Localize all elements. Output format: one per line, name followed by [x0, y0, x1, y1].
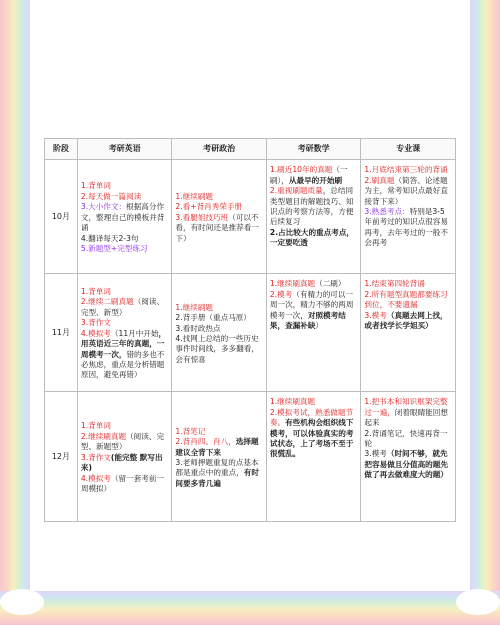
cell-text: ，用英语近三年的真题，一周模考一次，: [80, 328, 167, 359]
cell-text: 3.熟悉考点：: [364, 207, 410, 217]
cell-text: (能完整 默写出来): [80, 452, 163, 473]
major-cell: [361, 392, 456, 522]
cell-text: 有些机构会组织线下模考，可以体验真实的考试状态，上了考场不至于很慌乱。: [269, 418, 354, 459]
english-cell: [77, 392, 172, 522]
math-cell: [266, 274, 361, 392]
cell-text: 1.继续刷题: [175, 191, 214, 201]
cell-text: （有精力的可以一周一次，精力不够的两周模考一次，: [269, 289, 354, 320]
politics-cell: [172, 274, 267, 392]
cell-text: 3.模考: [364, 449, 387, 459]
cell-text: 选择题建议全背下来: [175, 437, 259, 457]
period-cell: 10月: [45, 160, 78, 274]
column-header: 专业课: [361, 139, 456, 160]
cell-text: 1.月底结束第三轮的背诵: [364, 165, 448, 175]
document-page: [30, 0, 470, 591]
column-header: 阶段: [45, 139, 78, 160]
rainbow-frame-right: [470, 0, 500, 625]
cell-text: 2.背手册（重点马原）: [175, 313, 251, 323]
cell-text: （简答、论述题为主，常考知识点最好直接背下来）: [364, 175, 448, 206]
table-header-row: [45, 139, 456, 160]
cell-text: 3.老师押题重复的点基本都是重点中的重点，: [175, 457, 259, 478]
period-cell: 11月: [45, 274, 78, 392]
cell-text: 3.看腿姐技巧班: [175, 212, 229, 222]
cell-text: （阅读、完型、新型）: [80, 297, 165, 317]
math-cell: [266, 160, 361, 274]
cell-text: 从最早的开始刷: [288, 175, 343, 185]
cell-text: 有时间要多背几遍: [175, 468, 259, 488]
column-header: 考研英语: [77, 139, 172, 160]
cell-text: 2.背肖四、肖八，: [175, 437, 236, 447]
cell-text: 2.模拟考试，熟悉做题节奏。: [269, 407, 354, 428]
cell-text: 根据高分作文，整理自己的模板并背诵: [80, 202, 165, 233]
cell-text: 4.模拟考: [80, 473, 111, 483]
cell-text: 2.占比较大的重点考点，一定要吃透: [269, 227, 355, 248]
period-cell: 12月: [45, 392, 78, 522]
table-row: [45, 160, 456, 274]
cell-text: （可以不看，有时间还是推荐看一下）: [175, 212, 259, 243]
cell-text: 2.刷真题: [364, 175, 395, 185]
cloud-decoration: [0, 589, 44, 615]
cell-text: 1.结束第四轮背诵: [364, 279, 425, 289]
cell-text: （11月中开始: [110, 328, 159, 338]
cell-text: 1.背单词: [80, 181, 111, 191]
cell-text: 3.大小作文：: [80, 202, 127, 212]
cell-text: 1.背笔记: [175, 426, 206, 436]
column-header: 考研数学: [266, 139, 361, 160]
cell-text: 5.新题型+完型练习: [80, 243, 148, 253]
cell-text: 1.继续刷真题: [269, 279, 316, 289]
cell-text: 1.背单词: [80, 421, 111, 431]
rainbow-frame-bottom: [0, 591, 500, 625]
cell-text: 2.继续刷真题: [80, 431, 127, 441]
cell-text: （二刷）: [315, 279, 346, 289]
cell-text: ）: [315, 321, 324, 331]
cell-text: 1.继续刷题: [175, 302, 214, 312]
cell-text: ，总结同类型题目的解题技巧、知识点的考察方法等，方便后续复习: [269, 186, 354, 227]
cloud-decoration: [456, 589, 500, 615]
table-row: [45, 392, 456, 522]
cell-text: 4.翻译每天2-3句: [80, 233, 139, 243]
english-cell: [77, 274, 172, 392]
cell-text: （时间不够，就先把容易做且分值高的题先做了再去做难度大的题）: [364, 449, 448, 480]
cell-text: 2.模考: [269, 289, 293, 299]
major-cell: [361, 160, 456, 274]
politics-cell: [172, 392, 267, 522]
cell-text: 闭着眼睛能回想起来: [364, 407, 448, 428]
column-header: 考研政治: [172, 139, 267, 160]
cell-text: 4.模拟考: [80, 328, 111, 338]
cell-text: 2.看+背肖秀荣手册: [175, 202, 243, 212]
english-cell: [77, 160, 172, 274]
study-plan-table: [44, 138, 456, 522]
cell-text: 2.继续二刷真题: [80, 297, 134, 307]
cell-text: （阅读、完型、新题型）: [80, 431, 165, 452]
math-cell: [266, 392, 361, 522]
cell-text: （真题去网上找，或者找学长学姐买）: [364, 310, 448, 331]
major-cell: [361, 274, 456, 392]
cell-text: 1.把书本和知识框架完整过一遍，: [364, 397, 448, 417]
cell-text: 3.模考: [364, 310, 387, 320]
cell-text: 特别是3-5年前考过的知识点很容易再考，去年考过的一般不会再考: [364, 207, 448, 248]
cell-text: 3.背作文: [80, 452, 111, 462]
cell-text: 1.刷近10年的真题: [269, 165, 333, 175]
cell-text: 2.所有题型真题都要练习到位，不要遗漏: [364, 289, 448, 310]
cell-text: 3.看时政热点: [175, 323, 221, 333]
cell-text: 3.背作文: [80, 318, 111, 328]
cell-text: 1.继续刷真题: [269, 397, 316, 407]
cell-text: （留一套考前一周模拟）: [80, 473, 165, 493]
cell-text: 对照模考结果，查漏补缺: [269, 310, 346, 331]
politics-cell: [172, 160, 267, 274]
cell-text: 4.找网上总结的一些历史事件时间线，多多翻看，会有惊喜: [175, 333, 259, 364]
cell-text: 错的多也不必焦虑，重点是分析错题原因，避免再错）: [80, 349, 165, 380]
table-row: [45, 274, 456, 392]
cell-text: 2.每天做一篇阅读: [80, 191, 142, 201]
cell-text: 1.背单词: [80, 287, 111, 297]
cell-text: 2.背诵笔记，快速再背一轮: [364, 428, 448, 449]
cell-text: （一刷），: [269, 165, 348, 185]
cell-text: 2.重视刷题质量: [269, 186, 323, 196]
rainbow-frame-left: [0, 0, 30, 625]
